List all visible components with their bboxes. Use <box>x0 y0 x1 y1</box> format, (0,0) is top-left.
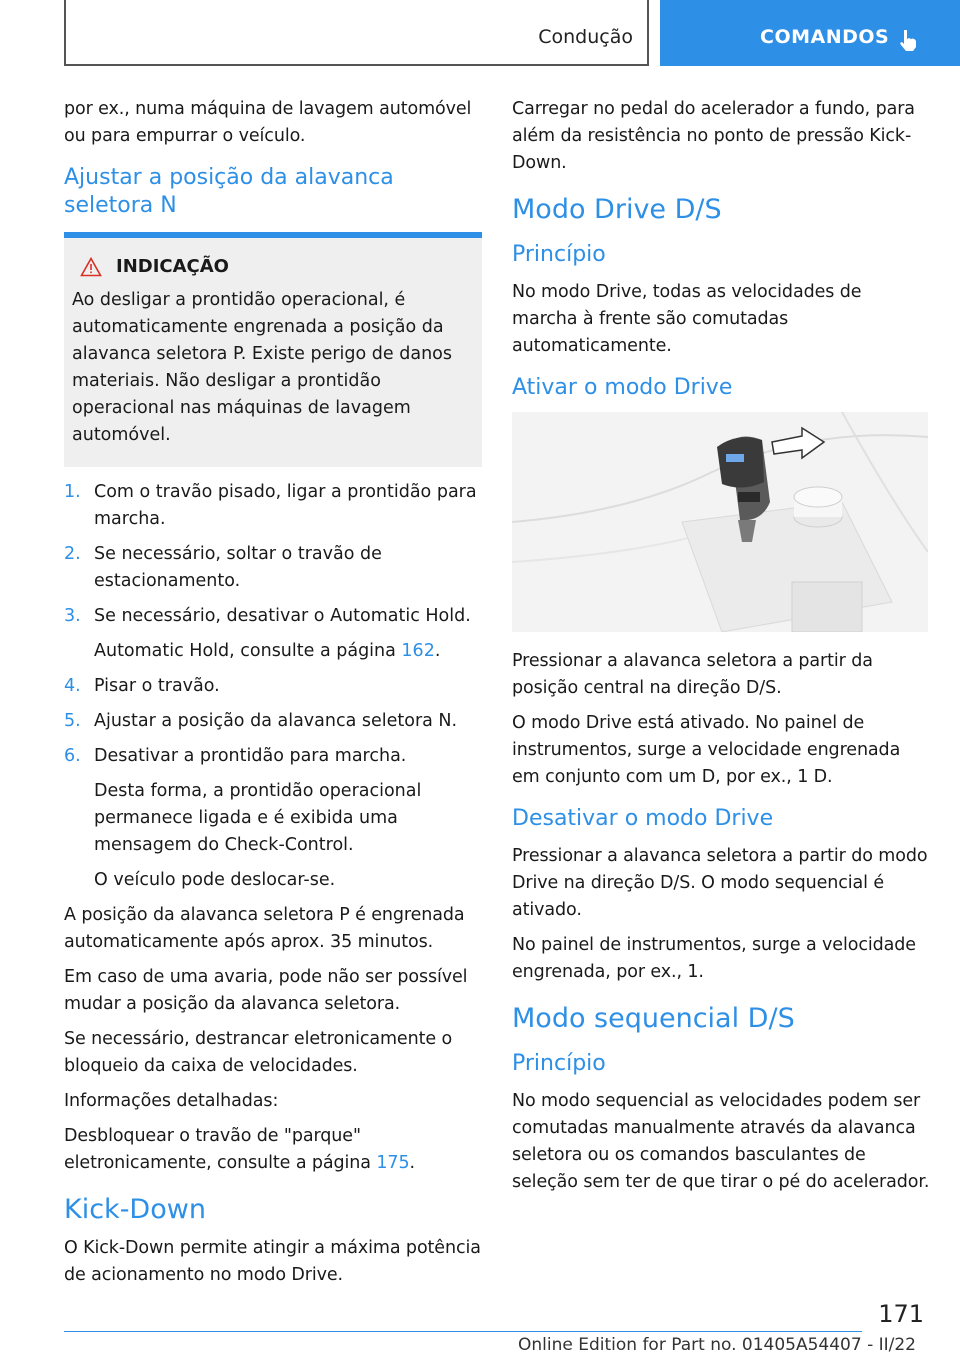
step-text: Com o travão pisado, ligar a prontidão para marcha. <box>94 482 477 529</box>
kick-down-continued: Carregar no pedal do acelerador a fundo, para além da resistência no ponto de pressão Kick-Down. <box>512 99 915 173</box>
header-section-box <box>64 0 649 66</box>
list-item <box>64 479 482 533</box>
page-link-175[interactable]: 175 <box>376 1153 410 1173</box>
activate-text: Pressionar a alavanca seletora a partir da posição central na direção D/S. <box>512 651 873 698</box>
hand-pointer-icon <box>898 28 920 52</box>
step-number: 2. <box>64 544 81 564</box>
notice-title: INDICAÇÃO <box>116 256 229 277</box>
step-number: 3. <box>64 606 81 626</box>
left-column <box>64 96 482 1297</box>
header-chapter-label: COMANDOS <box>760 26 890 48</box>
park-brake-end: . <box>409 1153 415 1173</box>
step-text: Desativar a prontidão para marcha. <box>94 746 407 766</box>
heading-selector-n: Ajustar a posição da alavanca seletora N <box>64 165 394 218</box>
step-extra-2: O veículo pode deslocar-se. <box>94 870 336 890</box>
steps-list <box>64 479 482 894</box>
deactivate-text: Pressionar a alavanca seletora a partir do modo Drive na direção D/S. O modo sequencial é ativado. <box>512 846 928 920</box>
footer-divider <box>64 1331 862 1332</box>
heading-drive-mode: Modo Drive D/S <box>512 194 722 225</box>
principle-text: No modo Drive, todas as velocidades de marcha à frente são comutadas automaticamente. <box>512 282 862 356</box>
intro-paragraph: por ex., numa máquina de lavagem automóvel ou para empurrar o veículo. <box>64 99 472 146</box>
step-number: 5. <box>64 711 81 731</box>
step-text: Se necessário, soltar o travão de estacionamento. <box>94 544 382 591</box>
footer-edition: Online Edition for Part no. 01405A54407 - II/22 <box>517 1335 916 1355</box>
notice-text: Ao desligar a prontidão operacional, é automaticamente engrenada a posição da alavanca seletora P. Existe perigo de danos materiais. Não desligar a prontidão operacional nas máquinas de lavagem automóvel. <box>72 290 452 445</box>
step-text: Pisar o travão. <box>94 676 220 696</box>
gear-selector-illustration <box>512 412 928 632</box>
step-extra-text: Automatic Hold, consulte a página <box>94 641 402 661</box>
heading-activate-drive: Ativar o modo Drive <box>512 375 733 400</box>
sequential-text: No modo sequencial as velocidades podem ser comutadas manualmente através da alavanca seletora ou os comandos basculantes de seleção sem ter de que tirar o pé do acelerador. <box>512 1091 930 1192</box>
park-brake-text: Desbloquear o travão de "parque" eletronicamente, consulte a página <box>64 1126 377 1173</box>
list-item <box>64 673 482 700</box>
paragraph-unlock: Se necessário, destrancar eletronicamente o bloqueio da caixa de velocidades. <box>64 1029 453 1076</box>
deactivate-text-2: No painel de instrumentos, surge a velocidade engrenada, por ex., 1. <box>512 935 916 982</box>
list-item <box>64 708 482 735</box>
header-chapter-tab[interactable] <box>660 0 960 66</box>
heading-sequential-mode: Modo sequencial D/S <box>512 1003 795 1034</box>
step-number: 4. <box>64 676 81 696</box>
list-item <box>64 603 482 665</box>
page-link-162[interactable]: 162 <box>401 641 435 661</box>
step-extra: Desta forma, a prontidão operacional permanece ligada e é exibida uma mensagem do Check-Control. <box>94 781 422 855</box>
step-text: Ajustar a posição da alavanca seletora N. <box>94 711 458 731</box>
notice-header <box>72 256 474 277</box>
heading-kick-down: Kick-Down <box>64 1194 206 1225</box>
activate-text-2: O modo Drive está ativado. No painel de instrumentos, surge a velocidade engrenada em conjunto com um D, por ex., 1 D. <box>512 713 901 787</box>
heading-deactivate-drive: Desativar o modo Drive <box>512 806 774 831</box>
heading-seq-principle: Princípio <box>512 1051 606 1076</box>
right-column <box>512 96 930 1204</box>
header-section-title: Condução <box>538 26 633 48</box>
step-extra <box>94 638 471 665</box>
page-number: 171 <box>878 1300 924 1328</box>
kick-down-text: O Kick-Down permite atingir a máxima potência de acionamento no modo Drive. <box>64 1238 481 1285</box>
gear-selector-drawing <box>512 412 928 632</box>
step-number: 1. <box>64 482 81 502</box>
paragraph-info: Informações detalhadas: <box>64 1091 279 1111</box>
notice-box <box>64 238 482 467</box>
paragraph-auto-p: A posição da alavanca seletora P é engrenada automaticamente após aprox. 35 minutos. <box>64 905 465 952</box>
paragraph-park-brake <box>64 1123 482 1177</box>
step-number: 6. <box>64 746 81 766</box>
list-item <box>64 541 482 595</box>
step-extra-end: . <box>434 641 441 661</box>
warning-icon <box>80 257 102 277</box>
step-text: Se necessário, desativar o Automatic Hold. <box>94 606 471 626</box>
paragraph-fault: Em caso de uma avaria, pode não ser possível mudar a posição da alavanca seletora. <box>64 967 468 1014</box>
list-item <box>64 743 482 894</box>
heading-principle: Princípio <box>512 242 606 267</box>
